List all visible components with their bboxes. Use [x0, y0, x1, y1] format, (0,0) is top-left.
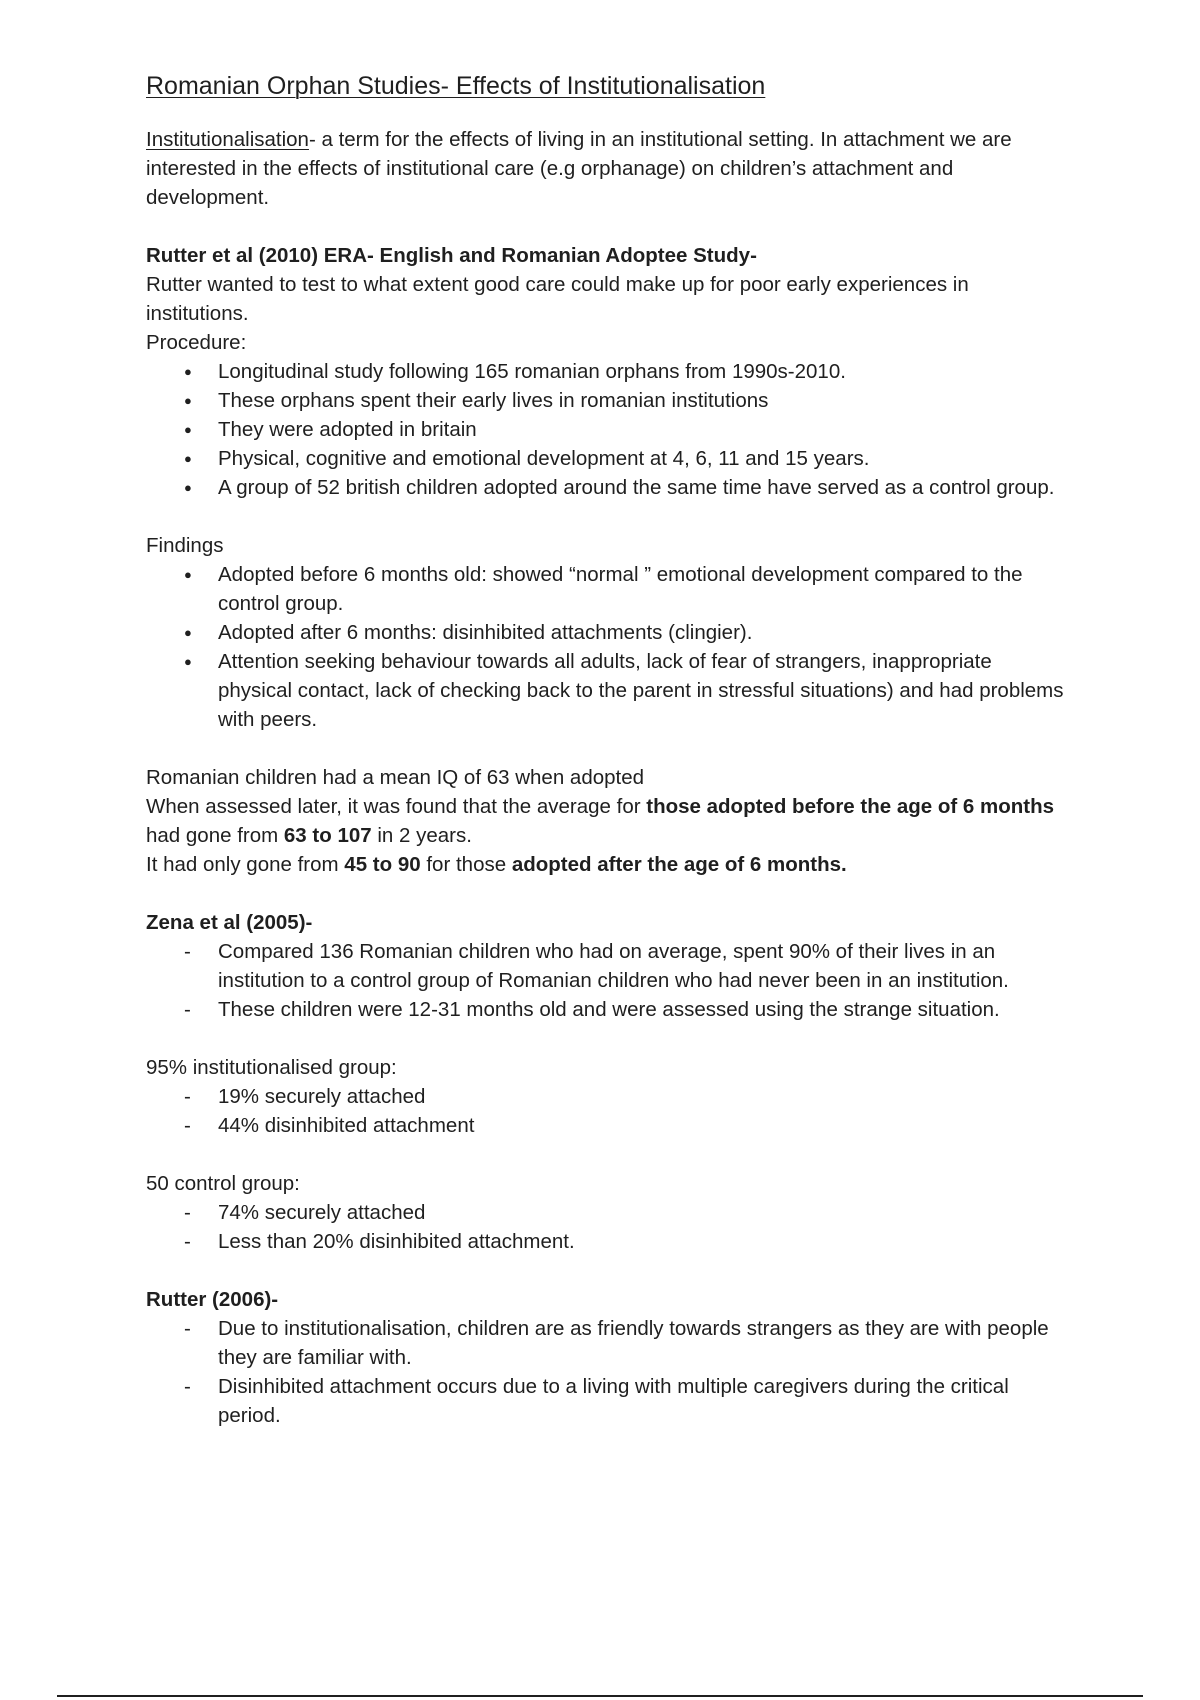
institutionalised-group-label: 95% institutionalised group: — [146, 1056, 397, 1079]
document-page — [146, 70, 1066, 1430]
list-item: - Disinhibited attachment occurs due to a living with multiple caregivers during the critical period. — [146, 1372, 1066, 1430]
list-item: ● Attention seeking behaviour towards all adults, lack of fear of strangers, inappropriate physical contact, lack of checking back to the parent in stressful situations) and had problems with peers. — [146, 647, 1066, 734]
institutionalised-group-list — [146, 1082, 1066, 1140]
footer-divider — [57, 1695, 1143, 1697]
list-item: ● They were adopted in britain — [146, 415, 1066, 444]
list-item: ● Physical, cognitive and emotional development at 4, 6, 11 and 15 years. — [146, 444, 1066, 473]
list-item: - 19% securely attached — [146, 1082, 1066, 1111]
procedure-list — [146, 357, 1066, 502]
procedure-label: Procedure: — [146, 331, 247, 354]
iq-line-2: When assessed later, it was found that the average for those adopted before the age of 6 months had gone from 63 to 107 in 2 years. — [146, 795, 1055, 847]
intro-paragraph — [146, 125, 1066, 212]
rutter2010-heading: Rutter et al (2010) ERA- English and Romanian Adoptee Study- — [146, 244, 757, 267]
findings-label: Findings — [146, 534, 224, 557]
list-item: ● These orphans spent their early lives in romanian institutions — [146, 386, 1066, 415]
page-title: Romanian Orphan Studies- Effects of Institutionalisation — [146, 72, 766, 100]
list-item: - Due to institutionalisation, children are as friendly towards strangers as they are with people they are familiar with. — [146, 1314, 1066, 1372]
list-item: ● Longitudinal study following 165 romanian orphans from 1990s-2010. — [146, 357, 1066, 386]
control-group-list — [146, 1198, 1066, 1256]
zena-heading: Zena et al (2005)- — [146, 911, 313, 934]
findings-list — [146, 560, 1066, 734]
rutter2010-aim: Rutter wanted to test to what extent good care could make up for poor early experiences in institutions. — [146, 273, 969, 325]
iq-line-3: It had only gone from 45 to 90 for those adopted after the age of 6 months. — [146, 853, 847, 876]
rutter2006-heading: Rutter (2006)- — [146, 1288, 279, 1311]
list-item: ● A group of 52 british children adopted around the same time have served as a control group. — [146, 473, 1066, 502]
control-group-label: 50 control group: — [146, 1172, 300, 1195]
intro-text: - a term for the effects of living in an institutional setting. In attachment we are interested in the effects of institutional care (e.g orphanage) on children’s attachment and development. — [146, 128, 1012, 209]
list-item: ● Adopted after 6 months: disinhibited attachments (clingier). — [146, 618, 1066, 647]
zena-list — [146, 937, 1066, 1024]
list-item: - Less than 20% disinhibited attachment. — [146, 1227, 1066, 1256]
rutter2006-list — [146, 1314, 1066, 1430]
intro-term: Institutionalisation — [146, 128, 309, 151]
list-item: - 44% disinhibited attachment — [146, 1111, 1066, 1140]
list-item: - These children were 12-31 months old and were assessed using the strange situation. — [146, 995, 1066, 1024]
list-item: ● Adopted before 6 months old: showed “normal ” emotional development compared to the control group. — [146, 560, 1066, 618]
list-item: - Compared 136 Romanian children who had on average, spent 90% of their lives in an institution to a control group of Romanian children who had never been in an institution. — [146, 937, 1066, 995]
list-item: - 74% securely attached — [146, 1198, 1066, 1227]
iq-line-1: Romanian children had a mean IQ of 63 when adopted — [146, 766, 645, 789]
